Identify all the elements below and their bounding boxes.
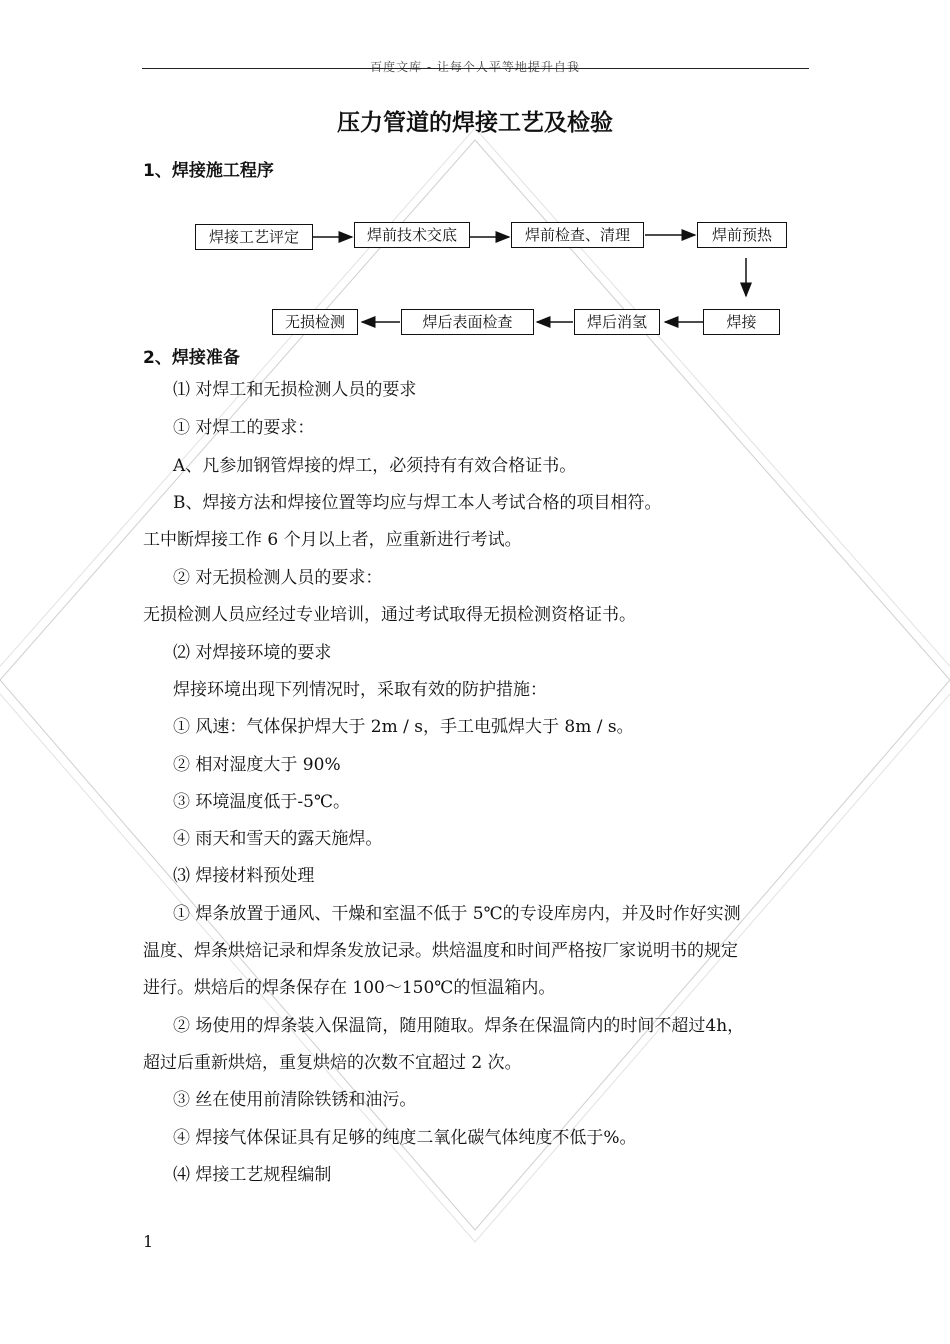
flow-step-4: 焊前预热	[697, 222, 787, 248]
body-line: ③ 丝在使用前清除铁锈和油污。	[173, 1090, 417, 1110]
flow-step-8: 无损检测	[272, 309, 358, 335]
flow-step-7: 焊后表面检查	[401, 309, 534, 335]
body-line: ⑴ 对焊工和无损检测人员的要求	[173, 380, 417, 400]
body-line: ② 相对湿度大于 90%	[173, 755, 341, 775]
flow-step-1: 焊接工艺评定	[195, 224, 313, 250]
section-heading-1: 1、焊接施工程序	[143, 161, 274, 181]
body-line: 温度、焊条烘焙记录和焊条发放记录。烘焙温度和时间严格按厂家说明书的规定	[143, 941, 738, 961]
body-line: ⑵ 对焊接环境的要求	[173, 643, 332, 663]
body-line: ⑷ 焊接工艺规程编制	[173, 1165, 332, 1185]
body-line: ① 焊条放置于通风、干燥和室温不低于 5℃的专设库房内，并及时作好实测	[173, 904, 741, 924]
body-line: A、凡参加钢管焊接的焊工，必须持有有效合格证书。	[173, 456, 577, 476]
page-header: 百度文库 - 让每个人平等地提升自我	[370, 60, 580, 74]
body-line: 进行。烘焙后的焊条保存在 100～150℃的恒温箱内。	[143, 978, 556, 998]
body-line: 无损检测人员应经过专业培训，通过考试取得无损检测资格证书。	[143, 605, 636, 625]
body-line: 焊接环境出现下列情况时，采取有效的防护措施：	[173, 680, 547, 700]
body-line: ① 风速：气体保护焊大于 2m / s，手工电弧焊大于 8m / s。	[173, 717, 634, 737]
body-line: ① 对焊工的要求：	[173, 418, 315, 438]
body-line: 工中断焊接工作 6 个月以上者，应重新进行考试。	[143, 530, 522, 550]
body-line: ④ 焊接气体保证具有足够的纯度二氧化碳气体纯度不低于%。	[173, 1128, 637, 1148]
body-line: ④ 雨天和雪天的露天施焊。	[173, 829, 383, 849]
body-line: ② 对无损检测人员的要求：	[173, 568, 383, 588]
flow-step-2: 焊前技术交底	[354, 222, 470, 248]
body-line: B、焊接方法和焊接位置等均应与焊工本人考试合格的项目相符。	[173, 493, 662, 513]
body-line: ⑶ 焊接材料预处理	[173, 866, 315, 886]
page-number: 1	[143, 1232, 154, 1251]
body-line: 超过后重新烘焙，重复烘焙的次数不宜超过 2 次。	[143, 1053, 522, 1073]
flow-step-6: 焊后消氢	[574, 309, 660, 335]
document-title: 压力管道的焊接工艺及检验	[337, 110, 613, 136]
flow-arrows	[0, 0, 950, 350]
flow-step-5: 焊接	[703, 309, 780, 335]
body-line: ③ 环境温度低于-5℃。	[173, 792, 350, 812]
body-line: ② 场使用的焊条装入保温筒，随用随取。焊条在保温筒内的时间不超过4h，	[173, 1016, 745, 1036]
section-heading-2: 2、焊接准备	[143, 348, 240, 368]
flow-step-3: 焊前检查、清理	[511, 222, 644, 248]
